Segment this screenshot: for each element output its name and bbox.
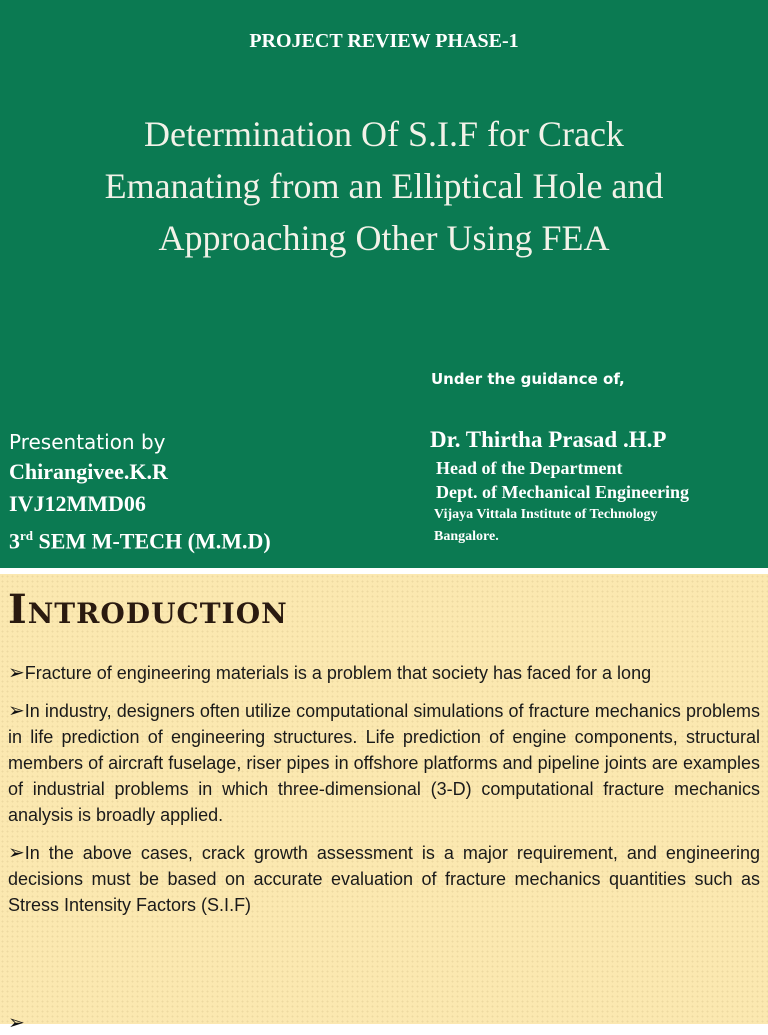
guide-city: Bangalore. [434, 529, 499, 544]
bullet-list [8, 660, 760, 930]
arrow-bullet-icon: ➢ [8, 700, 25, 722]
guide-block [430, 424, 689, 548]
title-line: Approaching Other Using FEA [158, 218, 610, 258]
arrow-bullet-icon: ➢ [8, 1012, 25, 1034]
presentation-by-label: Presentation by [9, 430, 166, 454]
bullet-text: In the above cases, crack growth assessment is a major requirement, and engineering decisions must be based on accurate evaluation of fracture mechanics quantities such as Stress Intensity Factors (S.I.F) [8, 843, 760, 915]
guide-institute: Vijaya Vittala Institute of Technology [434, 507, 658, 522]
title-line: Emanating from an Elliptical Hole and [104, 166, 664, 206]
review-label: PROJECT REVIEW PHASE-1 [249, 30, 519, 52]
semester-number: 3 [9, 528, 20, 554]
introduction-slide [0, 574, 768, 1034]
semester-suffix: rd [20, 528, 33, 543]
arrow-bullet-icon: ➢ [8, 842, 25, 864]
list-item [8, 698, 760, 828]
introduction-heading: Introduction [8, 586, 288, 633]
student-semester [9, 520, 271, 557]
guidance-label: Under the guidance of, [431, 370, 625, 388]
guide-name: Dr. Thirtha Prasad .H.P [430, 427, 667, 452]
bullet-text: Fracture of engineering materials is a problem that society has faced for a long [24, 663, 652, 683]
bullet-text: In industry, designers often utilize computational simulations of fracture mechanics problems in life prediction of engineering structures. Life prediction of engine components, structural members of aircraft fuselage, riser pipes in offshore platforms and pipeline joints are examples of industrial problems in which three-dimensional (3-D) computational fracture mechanics analysis is broadly applied. [8, 701, 760, 825]
list-item [8, 660, 760, 686]
guide-department: Dept. of Mechanical Engineering [436, 482, 689, 502]
student-usn: IVJ12MMD06 [9, 491, 146, 516]
slide-title [30, 108, 738, 264]
semester-program: SEM M-TECH (M.M.D) [33, 528, 271, 554]
presenter-block [9, 428, 271, 557]
student-name: Chirangivee.K.R [9, 459, 168, 484]
list-item [8, 840, 760, 918]
arrow-bullet-icon: ➢ [8, 662, 25, 684]
guide-role: Head of the Department [436, 458, 623, 478]
title-line: Determination Of S.I.F for Crack [144, 114, 624, 154]
